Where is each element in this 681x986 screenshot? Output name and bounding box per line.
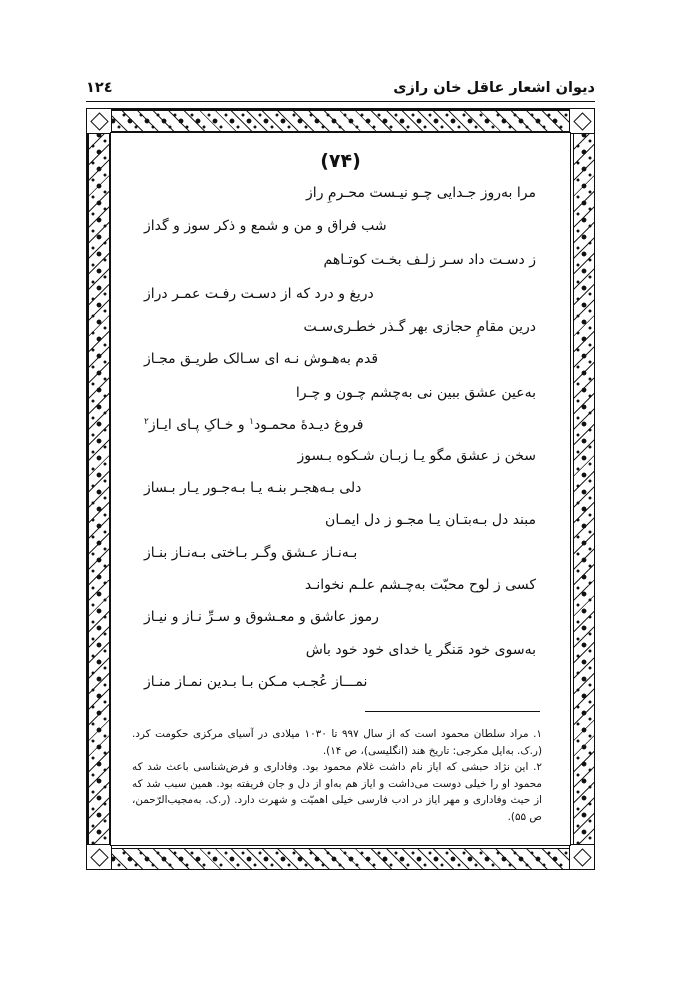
footnote: ٢. این نژاد حبشی که ایاز نام داشت غلام محمود بود. وفاداری و فرض‌شناسی باعث شد که محمود او را خیلی دوست می‌داشت و ایاز هم به‌او از دل و جان فریفته بود. همین سبب شد که از حیث وفاداری و مهر ایاز در ادب فارسی خیلی اهمیّت و شهرت دارد. (ر.ک. به‌مجیب‌الرّحمن، ص ۵۵).: [132, 761, 542, 823]
corner-ornament: [86, 108, 112, 134]
corner-ornament: [569, 108, 595, 134]
verse-line: بـه‌نـاز عـشق وگـر بـاختی بـه‌نـاز بنـاز: [144, 545, 358, 561]
verse-line: شب فراق و من و شمع و ذکر سوز و گداز: [144, 218, 387, 234]
verse-line: قدم به‌هـوش نـه ای سـالک طریـق مجـاز: [144, 351, 379, 367]
verse-line: نمـــاز عُجـب مـکن بـا بـدین نمـاز منـاز: [144, 674, 368, 690]
verse-line: مبند دل بـه‌بتـان یـا مجـو ز دل ایمـان: [325, 512, 536, 528]
verse-line: به‌سوی خود مَنگر یا خدای خود خود باش: [305, 642, 536, 658]
header-divider: [86, 101, 595, 102]
footnote-ref: ١: [249, 417, 254, 427]
verse-line: سخن ز عشق مگو یـا زبـان شـکوه بـسوز: [297, 448, 536, 464]
ornament-border-left: [88, 110, 110, 868]
corner-ornament: [569, 844, 595, 870]
page-number: ١٢٤: [86, 80, 113, 96]
verse-line: کسی ز لوح محبّت به‌چـشم علـم نخوانـد: [304, 577, 536, 593]
poem-number: (٧۴): [320, 150, 361, 172]
verse-text: فروغ دیـدۀ محمـود: [253, 417, 364, 433]
verse-line: دلی بـه‌هجـر بنـه یـا بـه‌جـور یـار بـساز: [144, 480, 362, 496]
corner-ornament: [86, 844, 112, 870]
verse-line: ز دسـت داد سـر زلـف بخـت کوتـاهم: [323, 252, 536, 268]
running-header: [86, 80, 595, 102]
footnote: ١. مراد سلطان محمود است که از سال ٩٩٧ تا ١٠٣٠ میلادی در آسیای مرکزی حکومت کرد. (ر.ک. به‌ایل مکرجی: تاریخ هند (انگلیسی)، ص ١۴).: [132, 728, 542, 757]
verse-line: [144, 412, 536, 435]
ornament-border-bottom: [88, 848, 593, 870]
verse-text: و خـاکِ پـای ایـاز: [148, 417, 250, 433]
ornament-border-right: [573, 110, 595, 868]
footnotes: [132, 726, 542, 825]
ornament-border-top: [88, 110, 593, 132]
book-title: دیوان اشعار عاقل خان رازی: [393, 80, 595, 96]
footnote-ref: ٢: [144, 417, 149, 427]
footnote-divider: [365, 711, 540, 712]
verse-line: مرا به‌روز جـدایی چـو نیـست محـرمِ راز: [306, 185, 536, 201]
verse-line: رموز عاشق و معـشوق و سـرِّ نـاز و نیـاز: [144, 609, 379, 625]
verse-line: دریغ و درد که از دسـت رفـت عمـر دراز: [144, 286, 374, 302]
verse-line: به‌عین عشق ببین نی به‌چشم چـون و چـرا: [295, 385, 536, 401]
verse-line: درین مقامِ حجازی بهر گـذر خطـری‌سـت: [303, 319, 536, 335]
